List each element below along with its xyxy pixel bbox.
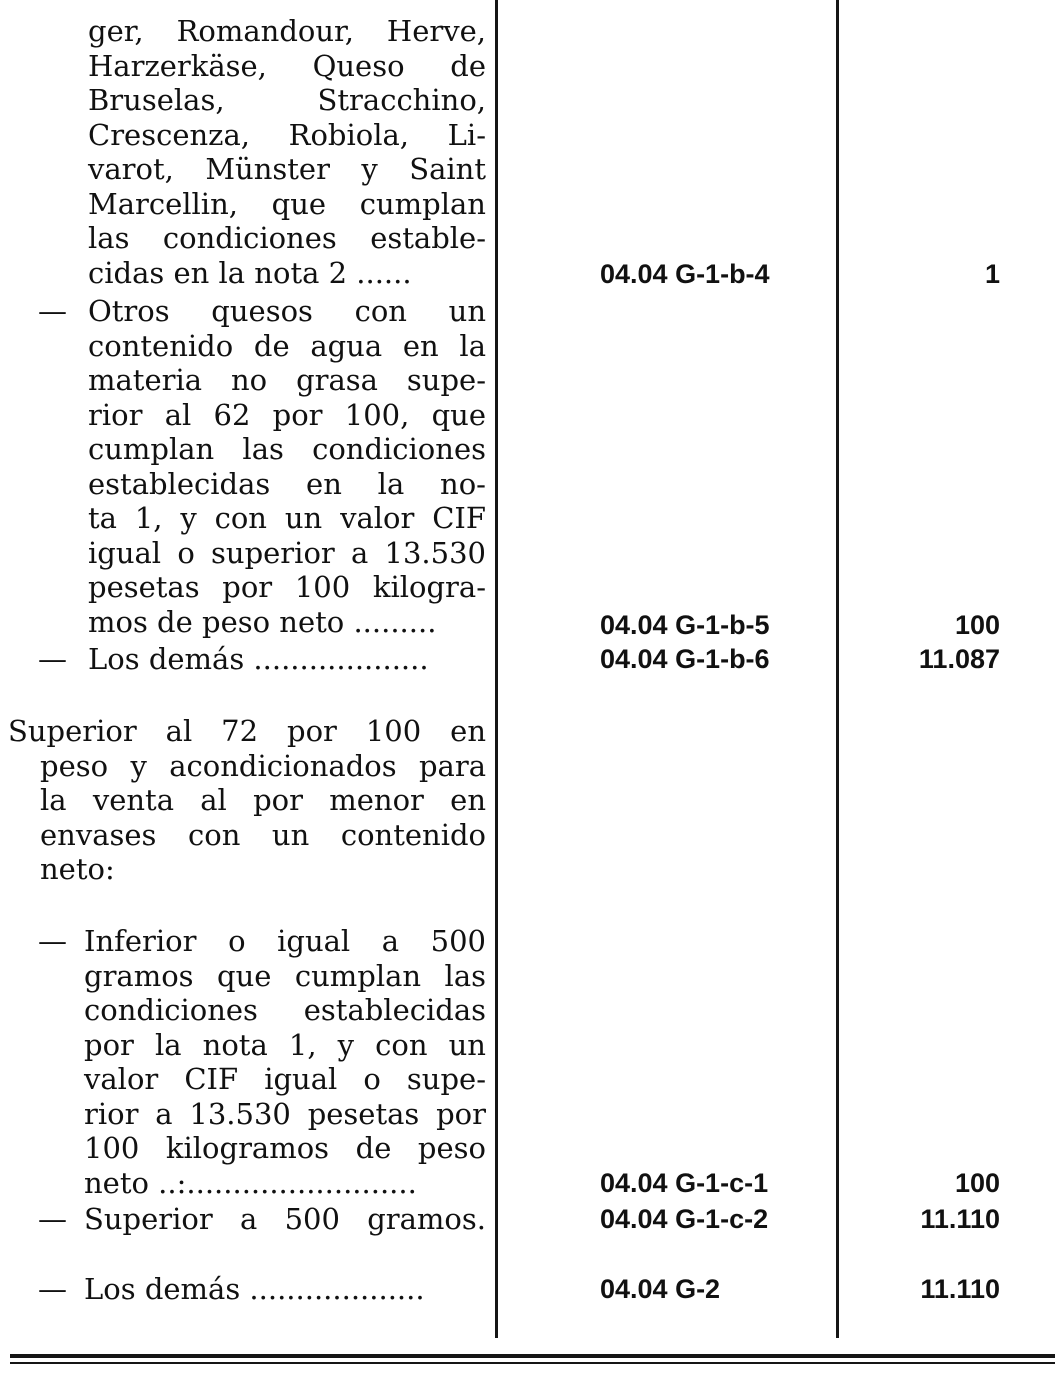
- desc-line: pesetas por 100 kilogra-: [88, 570, 486, 604]
- desc-line: ger, Romandour, Herve,: [88, 14, 486, 48]
- desc-line: cumplan las condiciones: [88, 432, 486, 466]
- desc-line: Los demás ...................: [88, 642, 429, 676]
- dash-marker: —: [38, 1202, 67, 1236]
- desc-line: neto ..:.........................: [84, 1165, 417, 1200]
- desc-line: condiciones establecidas: [84, 993, 486, 1027]
- desc-line: envases con un contenido: [40, 817, 486, 852]
- desc-line: por la nota 1, y con un: [84, 1027, 486, 1062]
- desc-line: Superior al 72 por 100 en: [8, 714, 486, 748]
- desc-line: Otros quesos con un: [88, 294, 486, 328]
- tariff-code: 04.04 G-1-c-2: [600, 1204, 769, 1234]
- tariff-code: 04.04 G-1-b-5: [600, 610, 770, 640]
- tariff-code: 04.04 G-1-c-1: [600, 1168, 769, 1198]
- desc-line: 100 kilogramos de peso: [84, 1131, 486, 1165]
- desc-line: valor CIF igual o supe-: [84, 1062, 486, 1096]
- tariff-code: 04.04 G-1-b-4: [600, 259, 770, 289]
- dash-marker: —: [38, 642, 67, 676]
- desc-line: las condiciones estable-: [88, 221, 486, 255]
- desc-line: rior al 62 por 100, que: [88, 397, 486, 432]
- desc-line: ta 1, y con un valor CIF: [88, 501, 486, 535]
- desc-line: contenido de agua en la: [88, 328, 486, 363]
- desc-line: Superior a 500 gramos.: [84, 1202, 486, 1236]
- desc-line: mos de peso neto .........: [88, 604, 437, 639]
- duty-value: 100: [954, 1168, 1000, 1198]
- duty-value: 11.110: [920, 1204, 1000, 1234]
- desc-line: Bruselas, Stracchino,: [88, 83, 486, 117]
- desc-line: neto:: [40, 852, 115, 886]
- desc-line: Harzerkäse, Queso de: [88, 48, 486, 83]
- column-divider-right: [836, 0, 839, 1338]
- bottom-rule-thick: [10, 1354, 1055, 1358]
- duty-value: 1: [984, 259, 1000, 289]
- desc-line: establecidas en la no-: [88, 466, 486, 501]
- desc-line: igual o superior a 13.530: [88, 535, 486, 570]
- desc-line: peso y acondicionados para: [40, 748, 486, 783]
- desc-line: rior a 13.530 pesetas por: [84, 1096, 486, 1131]
- duty-value: 11.087: [918, 644, 1000, 674]
- desc-line: Los demás ...................: [84, 1272, 425, 1306]
- desc-line: materia no grasa supe-: [88, 363, 486, 397]
- duty-value: 100: [954, 610, 1000, 640]
- dash-marker: —: [38, 1272, 67, 1306]
- column-divider-left: [495, 0, 498, 1338]
- dash-marker: —: [38, 924, 67, 958]
- dash-marker: —: [38, 294, 67, 328]
- desc-line: varot, Münster y Saint: [88, 152, 486, 186]
- desc-line: gramos que cumplan las: [84, 958, 486, 993]
- desc-line: Inferior o igual a 500: [84, 924, 486, 958]
- tariff-code: 04.04 G-1-b-6: [600, 644, 770, 674]
- desc-line: Crescenza, Robiola, Li-: [88, 117, 486, 152]
- tariff-code: 04.04 G-2: [600, 1274, 721, 1304]
- desc-line: Marcellin, que cumplan: [88, 186, 486, 221]
- desc-line: cidas en la nota 2 ......: [88, 255, 412, 290]
- bottom-rule-thin: [10, 1362, 1055, 1364]
- desc-line: la venta al por menor en: [40, 783, 486, 817]
- duty-value: 11.110: [920, 1274, 1000, 1304]
